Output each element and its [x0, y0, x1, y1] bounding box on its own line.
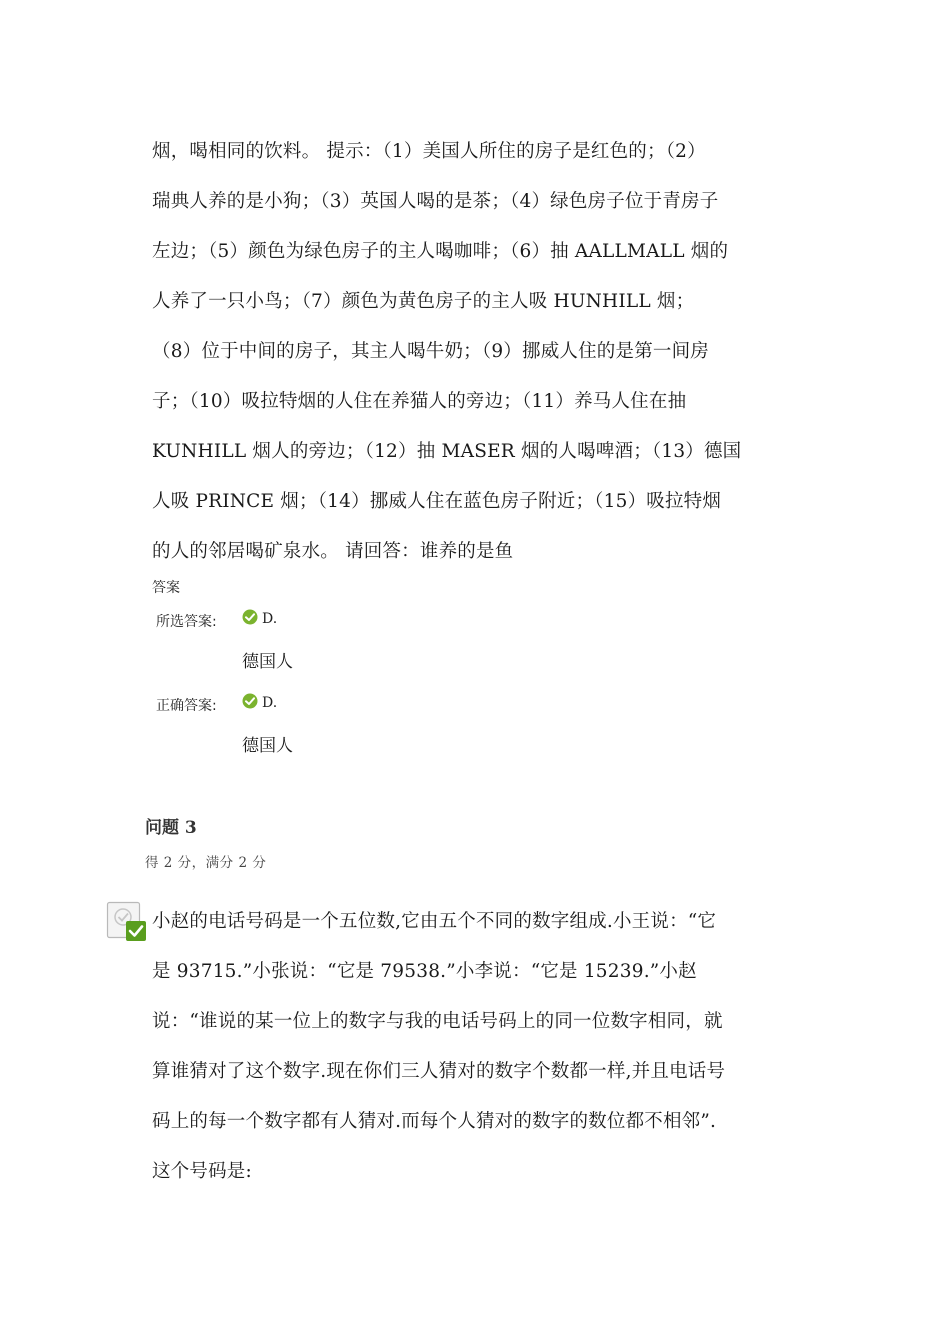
- selected-answer-label: 所选答案:: [156, 614, 217, 630]
- correct-check-icon: [242, 693, 258, 709]
- selected-answer-letter: D.: [262, 611, 278, 627]
- correct-answer-label: 正确答案:: [156, 698, 217, 714]
- question-3-score: 得 2 分，满分 2 分: [145, 855, 267, 871]
- question-3-text: 小赵的电话号码是一个五位数,它由五个不同的数字组成.小王说：“它 是 93715.”小张说：“它是 79538.”小李说：“它是 15239.”小赵 说：“谁说的某一位上的数字与我的电话号码上的同一位数字相同，就 算谁猜对了这个数字.现在你们三人猜对的数字个数都一样,并且电话号 码上的每一个数字都有人猜对.而每个人猜对的数字的数位都不相邻”. 这个号码是:: [152, 911, 726, 1182]
- question-2-text: 烟，喝相同的饮料。 提示：（1）美国人所住的房子是红色的；（2） 瑞典人养的是小狗；（3）英国人喝的是茶；（4）绿色房子位于青房子 左边；（5）颜色为绿色房子的主人喝咖啡；（6）抽 AALLMALL 烟的 人养了一只小鸟；（7）颜色为黄色房子的主人吸 HUNHILL 烟； （8）位于中间的房子，其主人喝牛奶；（9）挪威人住的是第一间房 子；（10）吸拉特烟的人住在养猫人的旁边；（11）养马人住在抽 KUNHILL 烟人的旁边；（12）抽 MASER 烟的人喝啤酒；（13）德国 人吸 PRINCE 烟；（14）挪威人住在蓝色房子附近；（15）吸拉特烟 的人的邻居喝矿泉水。 请回答：谁养的是鱼: [152, 141, 742, 562]
- question-3-title: 问题 3: [145, 818, 197, 838]
- graded-correct-icon: [106, 901, 148, 943]
- correct-check-icon: [242, 609, 258, 625]
- correct-answer-letter: D.: [262, 695, 278, 711]
- answer-heading: 答案: [152, 580, 180, 596]
- correct-answer-value: 德国人: [242, 736, 293, 756]
- selected-answer-value: 德国人: [242, 652, 293, 672]
